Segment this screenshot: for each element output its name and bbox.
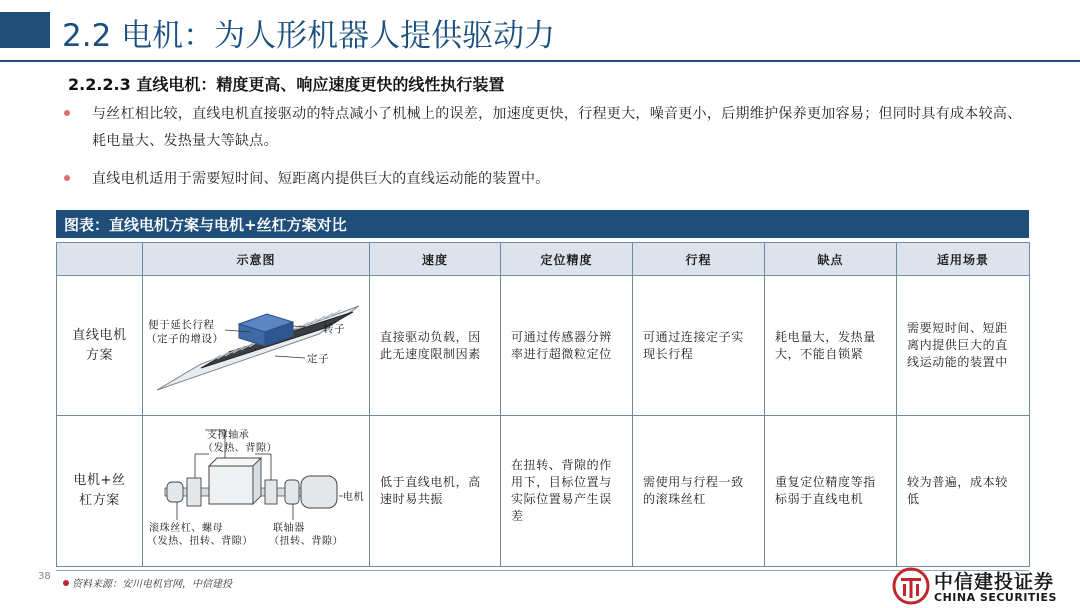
diagram-cell <box>143 276 370 416</box>
nut-block-side-shape <box>253 458 261 504</box>
table-header-cell: 定位精度 <box>501 243 633 276</box>
table-header-cell: 缺点 <box>765 243 897 276</box>
coupling-shape <box>285 480 299 504</box>
bullet-dot-icon <box>64 175 70 181</box>
drawback-text: 耗电量大，发热量大，不能自锁紧 <box>775 329 876 361</box>
brand-logo <box>892 566 1072 606</box>
diagram-label-stator: 定子 <box>307 353 330 365</box>
page-number: 38 <box>38 571 51 582</box>
accuracy-cell <box>501 416 633 567</box>
table-header-cell: 行程 <box>633 243 765 276</box>
nut-block-top-shape <box>209 458 261 466</box>
accuracy-text: 可通过传感器分辨率进行超微粒定位 <box>511 329 612 361</box>
title-divider <box>0 60 1080 62</box>
page-title: 2.2 电机：为人形机器人提供驱动力 <box>62 18 556 54</box>
title-accent-block <box>0 12 50 48</box>
speed-text: 直接驱动负载，因此无速度限制因素 <box>380 329 481 361</box>
chart-title: 图表：直线电机方案与电机+丝杠方案对比 <box>64 216 347 234</box>
stroke-text: 可通过连接定子实现长行程 <box>643 329 744 361</box>
scenario-cell <box>897 416 1030 567</box>
accuracy-cell <box>501 276 633 416</box>
section-heading: 2.2.2.3 直线电机：精度更高、响应速度更快的线性执行装置 <box>68 75 505 94</box>
drawback-text: 重复定位精度等指标弱于直线电机 <box>775 475 876 506</box>
row-name-cell <box>57 276 143 416</box>
table-header-cell: 速度 <box>370 243 501 276</box>
bullet-item <box>64 101 1024 155</box>
bullet-text: 直线电机适用于需要短时间、短距离内提供巨大的直线运动能的装置中。 <box>92 171 550 187</box>
scenario-text: 需要短时间、短距离内提供巨大的直线运动能的装置中 <box>907 321 1008 369</box>
bullet-dot-icon <box>64 110 70 116</box>
speed-text: 低于直线电机，高速时易共振 <box>380 475 481 506</box>
scenario-cell <box>897 276 1030 416</box>
support-bearing-shape <box>265 480 277 504</box>
diagram-label-bearing: 支撑轴承 <box>207 430 250 441</box>
diagram-label-screw: 滚珠丝杠、螺母 <box>149 523 224 534</box>
stator-leader-line <box>275 356 305 358</box>
row-name: 电机+丝杠方案 <box>73 473 126 508</box>
table-header-cell: 示意图 <box>143 243 370 276</box>
end-bearing-shape <box>167 482 183 502</box>
table-row <box>57 276 1030 416</box>
diagram-label-coupling: 联轴器 <box>273 523 305 534</box>
logo-text-cn: 中信建投证券 <box>934 571 1055 593</box>
drawback-cell <box>765 416 897 567</box>
citic-logo-icon <box>892 567 930 605</box>
diagram-label-rotor: 转子 <box>323 323 346 335</box>
diagram-label-extend: 便于延长行程 <box>148 319 215 331</box>
title-bar <box>0 0 1080 62</box>
stroke-text: 需使用与行程一致的滚珠丝杠 <box>643 475 744 506</box>
row-name: 直线电机方案 <box>72 327 127 363</box>
linear-motor-diagram <box>143 276 370 410</box>
table-header-cell: 适用场景 <box>897 243 1030 276</box>
bearing-housing-shape <box>187 478 201 506</box>
chart-title-bar <box>56 210 1029 238</box>
scenario-text: 较为普遍，成本较低 <box>907 475 1008 506</box>
speed-cell <box>370 416 501 567</box>
logo-text-en: CHINA SECURITIES <box>934 591 1057 604</box>
table-header-cell <box>57 243 143 276</box>
stroke-cell <box>633 416 765 567</box>
source-note: 资料来源：安川电机官网，中信建投 <box>72 579 232 590</box>
bullet-item <box>64 166 1024 193</box>
speed-cell <box>370 276 501 416</box>
diagram-label-bearing-sub: （发热、背隙） <box>203 443 278 454</box>
row-name-cell <box>57 416 143 567</box>
comparison-table <box>56 242 1030 567</box>
diagram-cell <box>143 416 370 567</box>
footer-divider <box>56 570 1029 571</box>
accuracy-text: 在扭转、背隙的作用下，目标位置与实际位置易产生误差 <box>511 458 612 523</box>
diagram-label-coupling-sub: （扭转、背隙） <box>269 536 344 547</box>
diagram-label-screw-sub: （发热、扭转、背隙） <box>147 536 253 547</box>
table-header-row <box>57 243 1030 276</box>
diagram-label-extend-sub: （定子的增设） <box>146 333 224 345</box>
screw-motor-diagram <box>143 416 370 566</box>
motor-shape <box>301 476 337 508</box>
drawback-cell <box>765 276 897 416</box>
stroke-cell <box>633 276 765 416</box>
diagram-label-motor: 电机 <box>343 492 365 503</box>
table-row <box>57 416 1030 567</box>
bullet-text: 与丝杠相比较，直线电机直接驱动的特点减小了机械上的误差，加速度更快，行程更大，噪音更小，后期维护保养更加容易；但同时具有成本较高、耗电量大、发热量大等缺点。 <box>92 106 1022 149</box>
nut-block-shape <box>209 466 253 504</box>
source-dot-icon <box>63 580 69 586</box>
